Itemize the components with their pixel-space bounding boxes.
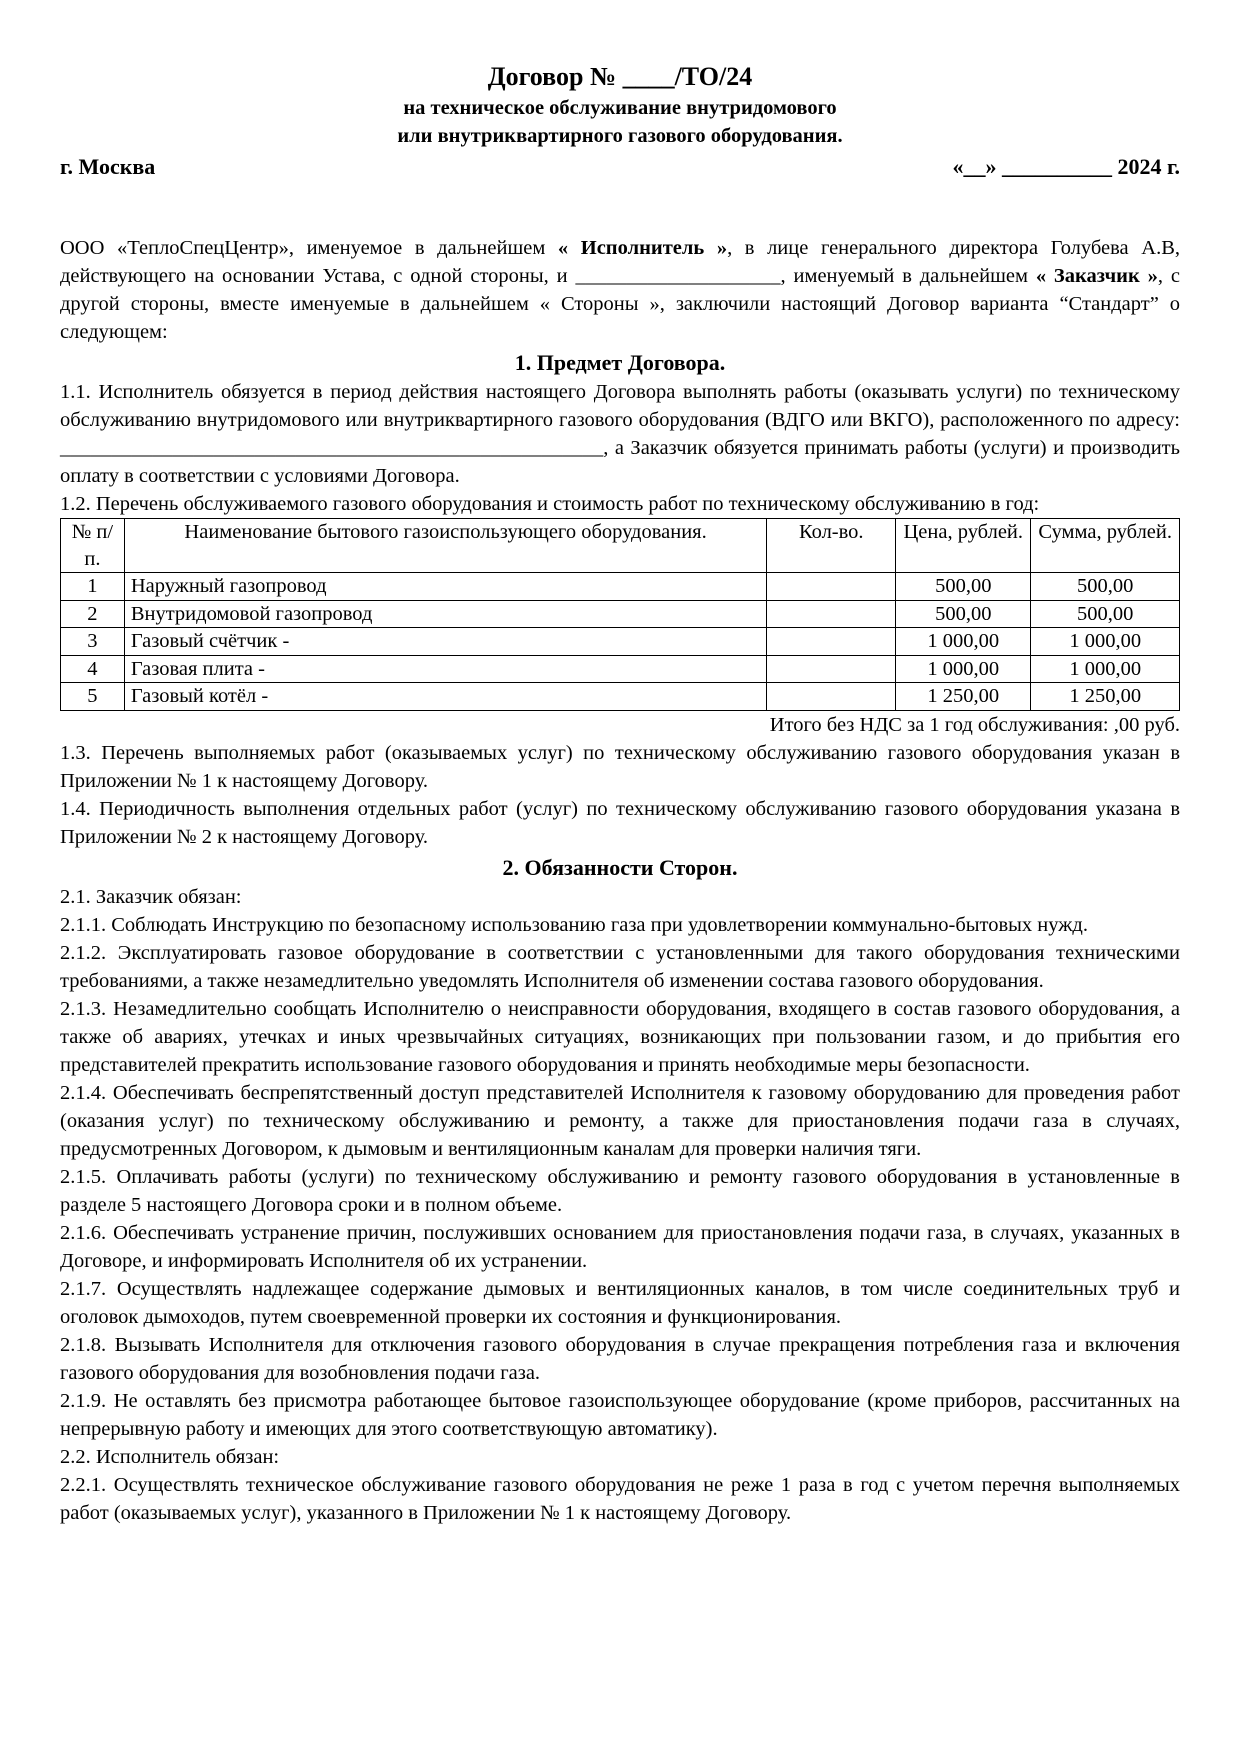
col-header-qty: Кол-во. bbox=[767, 519, 896, 573]
table-row bbox=[61, 683, 1180, 711]
clause-2-1-2: 2.1.2. Эксплуатировать газовое оборудование в соответствии с установленными для такого оборудования техническими требованиями, а также незамедлительно уведомлять Исполнителя об изменении состава газового оборудования. bbox=[60, 941, 1180, 992]
cell-name: Газовый котёл - bbox=[124, 683, 767, 711]
clause-2-1: 2.1. Заказчик обязан: bbox=[60, 885, 242, 908]
clause-1-4: 1.4. Периодичность выполнения отдельных работ (услуг) по техническому обслуживанию газового оборудования указана в Приложении № 2 к настоящему Договору. bbox=[60, 797, 1180, 848]
intro-text-1: ООО «ТеплоСпецЦентр», именуемое в дальнейшем bbox=[60, 237, 558, 259]
cell-qty bbox=[767, 628, 896, 656]
table-total: Итого без НДС за 1 год обслуживания: ,00 руб. bbox=[769, 713, 1180, 736]
clause-2-1-9: 2.1.9. Не оставлять без присмотра работающее бытовое газоиспользующее оборудование (кроме приборов, рассчитанных на непрерывную работу и имеющих для этого соответствующую автоматику). bbox=[60, 1389, 1180, 1440]
clause-1-2: 1.2. Перечень обслуживаемого газового оборудования и стоимость работ по техническому обслуживанию в год: bbox=[60, 493, 1040, 515]
clause-2-2-1: 2.2.1. Осуществлять техническое обслуживание газового оборудования не реже 1 раза в год с учетом перечня выполняемых работ (оказываемых услуг), указанного в Приложении № 1 к настоящему Договору. bbox=[60, 1473, 1180, 1524]
table-row bbox=[61, 628, 1180, 656]
section-2-heading: 2. Обязанности Сторон. bbox=[502, 854, 738, 880]
contract-title: Договор № ____/ТО/24 bbox=[487, 62, 753, 91]
clause-2-2: 2.2. Исполнитель обязан: bbox=[60, 1445, 280, 1468]
cell-qty bbox=[767, 600, 896, 628]
table-row bbox=[61, 600, 1180, 628]
section-1-heading: 1. Предмет Договора. bbox=[514, 350, 726, 375]
contract-subtitle-line-2: или внутриквартирного газового оборудования. bbox=[397, 125, 843, 147]
cell-qty bbox=[767, 655, 896, 683]
intro-text-3: , с другой стороны, вместе именуемые в дальнейшем « Стороны », заключили настоящий Договор варианта “Стандарт” о следующем: bbox=[60, 265, 1180, 343]
cell-price: 1 250,00 bbox=[896, 683, 1031, 711]
cell-sum: 1 000,00 bbox=[1031, 628, 1180, 656]
cell-sum: 1 000,00 bbox=[1031, 655, 1180, 683]
col-header-sum: Сумма, рублей. bbox=[1031, 519, 1180, 573]
document-content bbox=[60, 60, 1180, 1527]
clause-2-1-6: 2.1.6. Обеспечивать устранение причин, послуживших основанием для приостановления подачи газа, в случаях, указанных в Договоре, и информировать Исполнителя об их устранении. bbox=[60, 1221, 1180, 1272]
cell-name: Наружный газопровод bbox=[124, 573, 767, 601]
executor-term: « Исполнитель » bbox=[557, 237, 728, 259]
cell-price: 500,00 bbox=[896, 600, 1031, 628]
cell-price: 1 000,00 bbox=[896, 628, 1031, 656]
cell-name: Внутридомовой газопровод bbox=[124, 600, 767, 628]
contract-date: «__» __________ 2024 г. bbox=[952, 154, 1180, 179]
cell-price: 1 000,00 bbox=[896, 655, 1031, 683]
clause-1-3: 1.3. Перечень выполняемых работ (оказываемых услуг) по техническому обслуживанию газового оборудования указан в Приложении № 1 к настоящему Договору. bbox=[60, 741, 1180, 792]
equipment-table bbox=[60, 518, 1180, 711]
table-header-row bbox=[61, 519, 1180, 573]
clause-2-1-7: 2.1.7. Осуществлять надлежащее содержание дымовых и вентиляционных каналов, в том числе соединительных труб и оголовок дымоходов, путем своевременной проверки их состояния и функционирования. bbox=[60, 1277, 1180, 1328]
cell-num: 2 bbox=[61, 600, 125, 628]
cell-sum: 1 250,00 bbox=[1031, 683, 1180, 711]
cell-num: 3 bbox=[61, 628, 125, 656]
cell-name: Газовый счётчик - bbox=[124, 628, 767, 656]
col-header-num: № п/п. bbox=[61, 519, 125, 573]
clause-2-1-5: 2.1.5. Оплачивать работы (услуги) по техническому обслуживанию и ремонту газового оборудования в установленные в разделе 5 настоящего Договора сроки и в полном объеме. bbox=[60, 1165, 1180, 1216]
contract-subtitle-line-1: на техническое обслуживание внутридомового bbox=[403, 97, 837, 119]
table-row bbox=[61, 573, 1180, 601]
intro-paragraph bbox=[60, 234, 1180, 346]
cell-num: 4 bbox=[61, 655, 125, 683]
place-date-row bbox=[60, 152, 1180, 182]
cell-price: 500,00 bbox=[896, 573, 1031, 601]
col-header-price: Цена, рублей. bbox=[896, 519, 1031, 573]
col-header-name: Наименование бытового газоиспользующего оборудования. bbox=[124, 519, 767, 573]
clause-2-1-1: 2.1.1. Соблюдать Инструкцию по безопасному использованию газа при удовлетворении коммунально-бытовых нужд. bbox=[60, 913, 1088, 936]
clause-2-1-3: 2.1.3. Незамедлительно сообщать Исполнителю о неисправности оборудования, входящего в состав газового оборудования, а также об авариях, утечках и иных чрезвычайных ситуациях, возникающих при пользовании газом, и до прибытия его представителей прекратить использование газового оборудования и принять необходимые меры безопасности. bbox=[60, 997, 1180, 1076]
clause-2-1-4: 2.1.4. Обеспечивать беспрепятственный доступ представителей Исполнителя к газовому оборудованию для проведения работ (оказания услуг) по техническому обслуживанию и ремонту, а также для приостановления подачи газа в случаях, предусмотренных Договором, к дымовым и вентиляционным каналам для проверки наличия тяги. bbox=[60, 1081, 1180, 1160]
contract-city: г. Москва bbox=[60, 154, 156, 179]
cell-num: 1 bbox=[61, 573, 125, 601]
cell-sum: 500,00 bbox=[1031, 600, 1180, 628]
customer-term: « Заказчик » bbox=[1035, 265, 1158, 287]
clause-1-1: 1.1. Исполнитель обязуется в период действия настоящего Договора выполнять работы (оказывать услуги) по техническому обслуживанию внутридомового или внутриквартирного газового оборудования (ВДГО или ВКГО), расположенного по адресу: _____________________________________________________, а Заказчик обязуется принимать работы (услуги) и производить оплату в соответствии с условиями Договора. bbox=[60, 381, 1180, 487]
cell-num: 5 bbox=[61, 683, 125, 711]
cell-qty bbox=[767, 573, 896, 601]
clause-2-1-8: 2.1.8. Вызывать Исполнителя для отключения газового оборудования в случае прекращения потребления газа и включения газового оборудования для возобновления подачи газа. bbox=[60, 1333, 1180, 1384]
intro-text-2: , в лице генерального директора Голубева А.В, действующего на основании Устава, с одной стороны, и ____________________, именуемый в дальнейшем bbox=[60, 237, 1180, 287]
table-row bbox=[61, 655, 1180, 683]
cell-sum: 500,00 bbox=[1031, 573, 1180, 601]
cell-name: Газовая плита - bbox=[124, 655, 767, 683]
cell-qty bbox=[767, 683, 896, 711]
